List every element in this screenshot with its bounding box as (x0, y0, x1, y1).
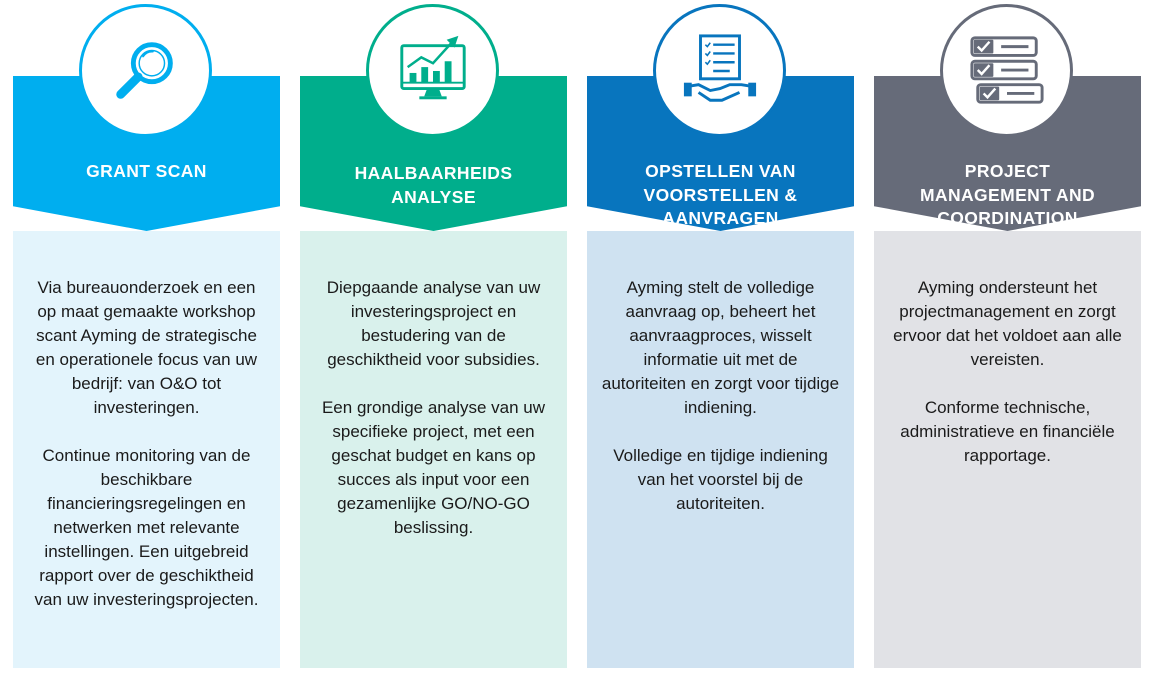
icon-circle (653, 4, 786, 137)
card-grant-scan (13, 0, 280, 668)
card-paragraph: Ayming ondersteunt het projectmanagement en zorgt ervoor dat het voldoet aan alle vereisten. (893, 278, 1122, 369)
card-text (314, 276, 553, 564)
card-paragraph: Volledige en tijdige indiening van het voorstel bij de autoriteiten. (613, 446, 828, 513)
card-title: GRANT SCAN (86, 161, 207, 181)
card-paragraph: Diepgaande analyse van uw investeringsproject en bestudering van de geschiktheid voor subsidies. (326, 278, 541, 369)
icon-circle (366, 4, 499, 137)
card-paragraph: Ayming stelt de volledige aanvraag op, beheert het aanvraagproces, wisselt informatie uit met de autoriteiten en zorgt voor tijdige indiening. (601, 278, 840, 417)
card-title: HAALBAARHEIDS ANALYSE (354, 163, 513, 207)
checklist-icon (968, 32, 1046, 110)
card-paragraph: Continue monitoring van de beschikbare financieringsregelingen en netwerken met relevante instellingen. Een uitgebreid rapport over de geschiktheid van uw investeringsprojecten. (34, 446, 259, 609)
magnifier-icon (107, 32, 185, 110)
card-paragraph: Via bureauonderzoek en een op maat gemaakte workshop scant Ayming de strategische en operationele focus van uw bedrijf: van O&O tot investeringen. (35, 278, 258, 417)
card-text (888, 276, 1127, 492)
card-proposal-writing (587, 0, 854, 668)
card-title: PROJECT MANAGEMENT AND COORDINATION (919, 161, 1096, 228)
card-text (601, 276, 840, 540)
card-feasibility-analysis (300, 0, 567, 668)
card-paragraph: Conforme technische, administratieve en financiële rapportage. (900, 398, 1115, 465)
card-title: OPSTELLEN VAN VOORSTELLEN & AANVRAGEN (643, 161, 798, 228)
icon-circle (79, 4, 212, 137)
card-paragraph: Een grondige analyse van uw specifieke project, met een geschat budget en kans op succes als input voor een gezamenlijke GO/NO-GO beslissing. (321, 398, 546, 537)
document-handshake-icon (681, 32, 759, 110)
card-project-management (874, 0, 1141, 668)
card-text (27, 276, 266, 636)
icon-circle (940, 4, 1073, 137)
growth-chart-icon (394, 32, 472, 110)
